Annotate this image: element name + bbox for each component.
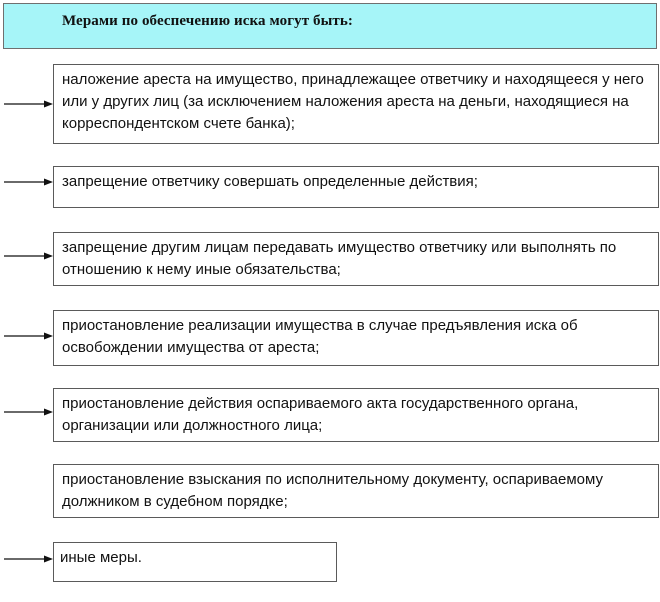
arrow-icon [0,406,56,418]
measure-box-3 [53,232,659,286]
measure-text: запрещение другим лицам передавать имущество ответчику или выполнять по отношению к нему иные обязательства; [62,239,617,278]
measure-box-6 [53,464,659,518]
measure-text: приостановление взыскания по исполнительному документу, оспариваемому должником в судебном порядке; [62,471,603,510]
measure-box-7 [53,542,337,582]
arrow-icon [0,553,56,565]
measure-text: приостановление реализации имущества в случае предъявления иска об освобождении имущества от ареста; [62,317,578,356]
measure-text: приостановление действия оспариваемого акта государственного органа, организации или должностного лица; [62,395,579,434]
measure-text: иные меры. [60,549,142,566]
measure-text: запрещение ответчику совершать определенные действия; [62,173,478,190]
diagram-header [3,3,657,49]
diagram-title: Мерами по обеспечению иска могут быть: [62,13,354,29]
measure-box-4 [53,310,659,366]
arrow-icon [0,98,56,110]
measure-box-1 [53,64,659,144]
measure-text: наложение ареста на имущество, принадлежащее ответчику и находящееся у него или у других лиц (за исключением наложения ареста на деньги, находящиеся на корреспондентском счете банка); [62,71,644,132]
measure-box-5 [53,388,659,442]
measure-box-2 [53,166,659,208]
arrow-icon [0,250,56,262]
arrow-icon [0,176,56,188]
arrow-icon [0,330,56,342]
